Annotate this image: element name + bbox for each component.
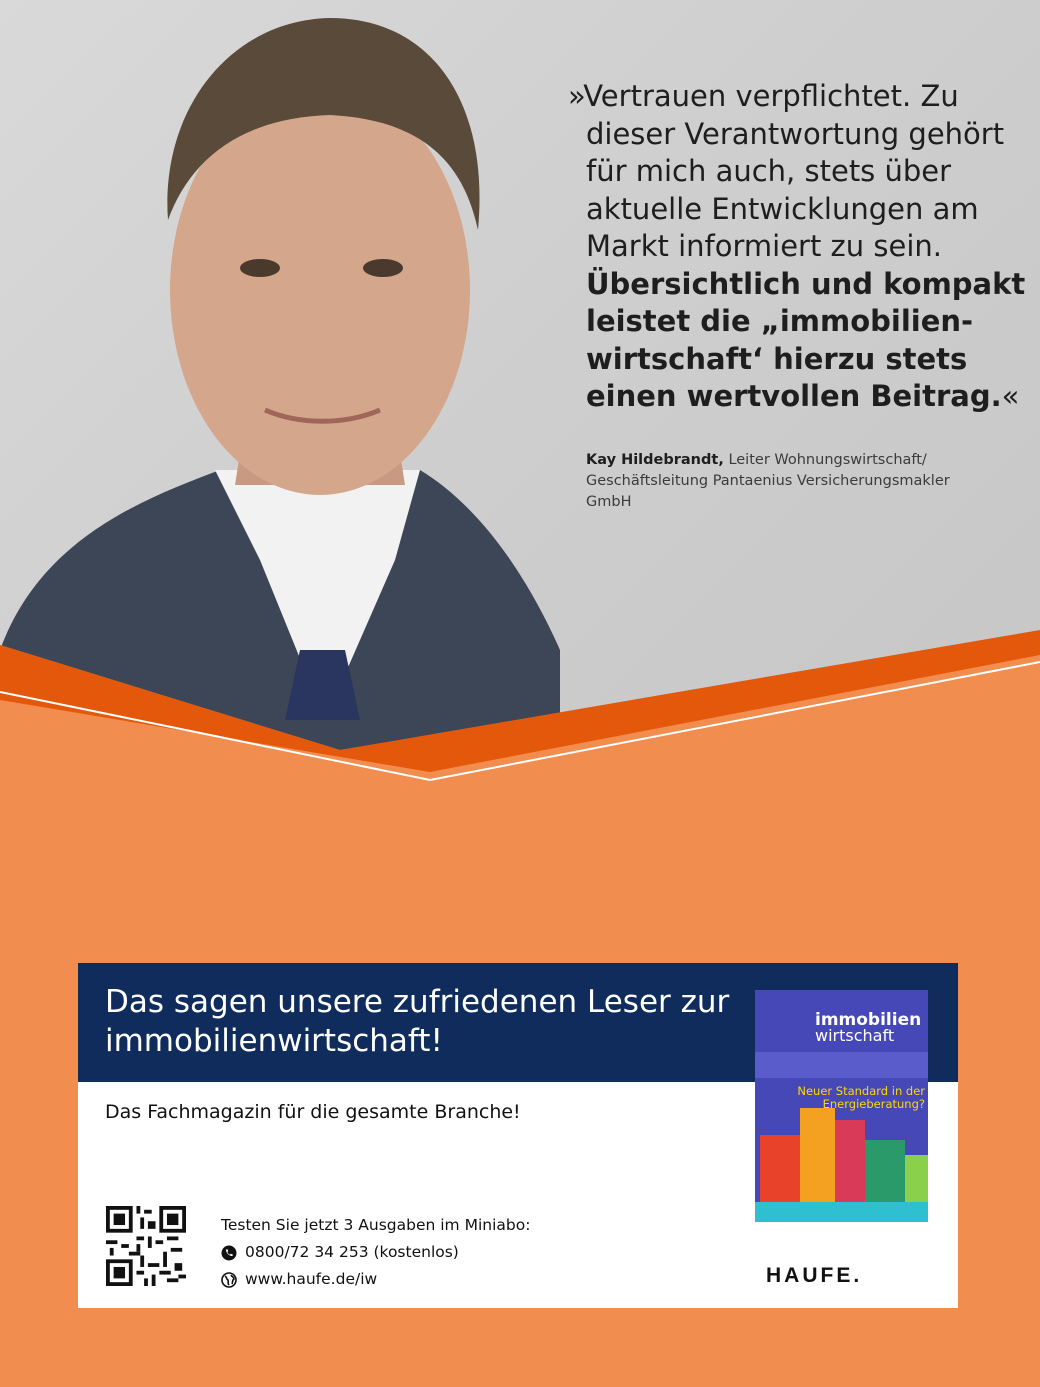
website-link[interactable]: www.haufe.de/iw — [245, 1270, 378, 1288]
phone-row[interactable] — [221, 1239, 530, 1266]
author-role: Leiter Wohnungswirtschaft/ Geschäftsleitung Pantaenius Versicherungsmakler GmbH — [586, 452, 950, 510]
promo-box — [78, 963, 958, 1308]
orange-wave-divider — [0, 600, 1040, 820]
haufe-logo-text: HAUFE. — [766, 1264, 863, 1287]
contact-block — [221, 1212, 530, 1293]
website-row[interactable] — [221, 1266, 530, 1293]
cover-title-2: wirtschaft — [815, 1026, 895, 1045]
haufe-logo — [766, 1263, 936, 1287]
author-name: Kay Hildebrandt, — [586, 452, 724, 468]
quote-line: Markt informiert zu sein. — [586, 229, 942, 263]
quote-bold-line: wirtschaft‘ hierzu stets — [586, 341, 968, 376]
quote-bold-line: leistet die „immobilien- — [586, 304, 974, 338]
phone-icon — [221, 1245, 237, 1261]
quote-line: dieser Verantwortung gehört — [586, 116, 1005, 151]
testimonial-quote — [568, 78, 1026, 416]
cta-heading: Testen Sie jetzt 3 Ausgaben im Miniabo: — [221, 1216, 531, 1234]
quote-bold-line: Übersichtlich und kompakt — [586, 266, 1026, 301]
magazine-cover — [755, 990, 928, 1222]
cover-headline: Neuer Standard in der Energieberatung? — [797, 1084, 925, 1111]
promo-subtitle: Das Fachmagazin für die gesamte Branche! — [105, 1101, 521, 1123]
quote-line: »Vertrauen verpflichtet. Zu — [568, 79, 959, 113]
quote-bold-line: einen wertvollen Beitrag.« — [586, 379, 1020, 413]
quote-close-mark: « — [1001, 379, 1020, 413]
quote-line: für mich auch, stets über — [586, 154, 952, 188]
globe-icon — [221, 1272, 237, 1288]
cover-title-1: immobilien — [815, 1010, 922, 1030]
quote-attribution — [586, 450, 966, 513]
phone-number: 0800/72 34 253 (kostenlos) — [245, 1243, 459, 1261]
quote-line: aktuelle Entwicklungen am — [586, 191, 979, 226]
promo-title: Das sagen unsere zufriedenen Leser zur immobilienwirtschaft! — [105, 984, 730, 1059]
qr-code[interactable] — [106, 1206, 186, 1286]
